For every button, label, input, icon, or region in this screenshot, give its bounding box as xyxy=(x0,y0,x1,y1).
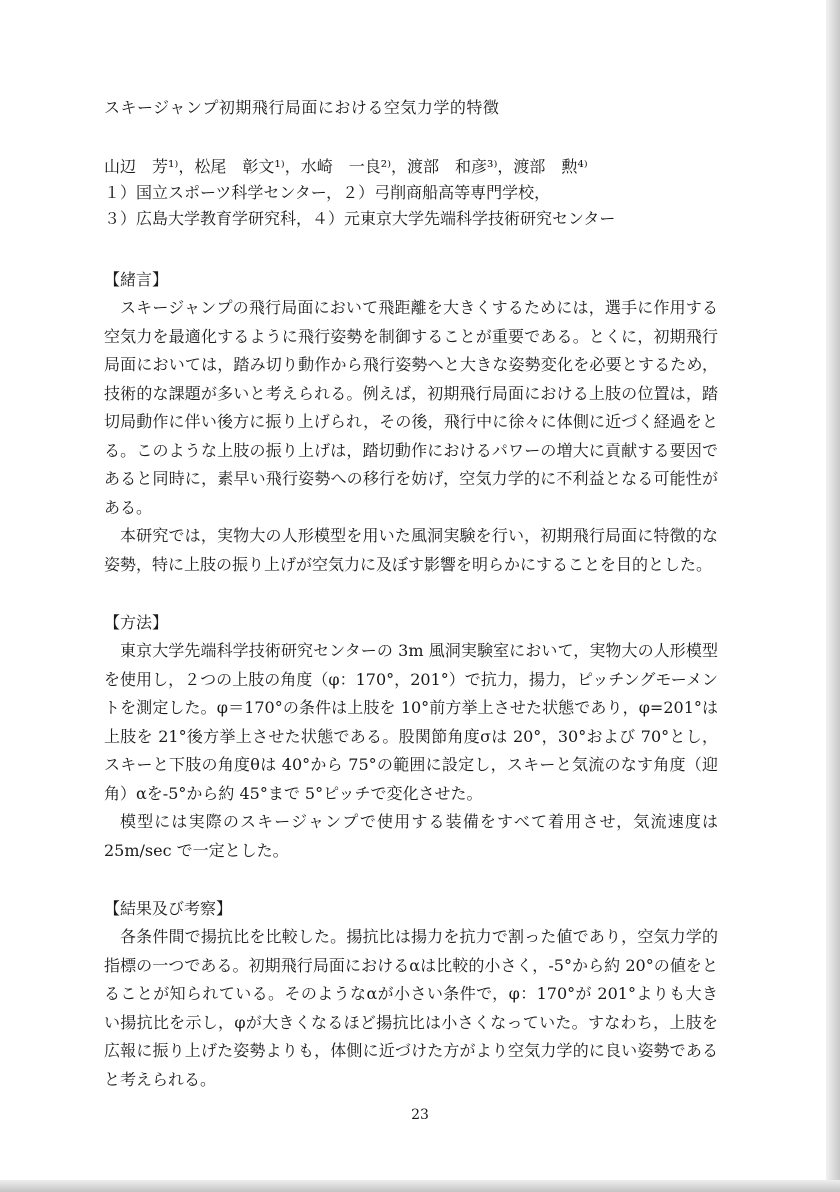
affiliation-line: １）国立スポーツ科学センター，２）弓削商船高等専門学校， xyxy=(104,183,551,202)
section-heading: 【緒言】 xyxy=(104,270,169,289)
affiliation-line: ３）広島大学教育学研究科，４）元東京大学先端科学技術研究センター xyxy=(104,209,616,228)
section-methods xyxy=(104,609,718,865)
section-results-discussion xyxy=(104,895,718,1094)
paragraph: スキージャンプの飛行局面において飛距離を大きくするためには，選手に作用する空気力を最適化するように飛行姿勢を制御することが重要である。とくに，初期飛行局面においては，踏み切り動作から飛行姿勢へと大きな姿勢変化を必要とするため，技術的な課題が多いと考えられる。例えば，初期飛行局面における上肢の位置は，踏切局動作に伴い後方に振り上げられ，その後，飛行中に徐々に体側に近づく経過をとる。このような上肢の振り上げは，踏切動作におけるパワーの増大に貢献する要因であると同時に，素早い飛行姿勢への移行を妨げ，空気力学的に不利益となる可能性がある。 xyxy=(104,298,718,517)
paragraph: 模型には実際のスキージャンプで使用する装備をすべて着用させ，気流速度は 25m/sec で一定とした。 xyxy=(104,812,718,860)
scan-shadow-bottom xyxy=(0,1180,840,1192)
author-list: 山辺 芳¹⁾，松尾 彰文¹⁾，水崎 一良²⁾，渡部 和彦³⁾，渡部 勲⁴⁾ xyxy=(104,157,588,176)
section-introduction xyxy=(104,266,718,579)
affiliations xyxy=(104,180,718,232)
document-page xyxy=(104,96,718,1094)
paragraph: 東京大学先端科学技術研究センターの 3m 風洞実験室において，実物大の人形模型を使用し，２つの上肢の角度（φ：170°，201°）で抗力，揚力，ピッチングモーメントを測定した。φ＝170°の条件は上肢を 10°前方挙上させた状態であり，φ=201°は上肢を 21°後方挙上させた状態である。股関節角度σは 20°，30°および 70°とし，スキーと下肢の角度θは 40°から 75°の範囲に設定し，スキーと気流のなす角度（迎角）αを-5°から約 45°まで 5°ピッチで変化させた。 xyxy=(104,641,718,803)
paragraph: 本研究では，実物大の人形模型を用いた風洞実験を行い，初期飛行局面に特徴的な姿勢，特に上肢の振り上げが空気力に及ぼす影響を明らかにすることを目的とした。 xyxy=(104,526,718,574)
paragraph: 各条件間で揚抗比を比較した。揚抗比は揚力を抗力で割った値であり，空気力学的指標の一つである。初期飛行局面におけるαは比較的小さく，-5°から約 20°の値をとることが知られている。そのようなαが小さい条件で，φ：170°が 201°よりも大きい揚抗比を示し，φが大きくなるほど揚抗比は小さくなっていた。すなわち，上肢を広報に振り上げた姿勢よりも，体側に近づけた方がより空気力学的に良い姿勢であると考えられる。 xyxy=(104,927,718,1089)
scan-shadow-right xyxy=(826,0,840,1192)
section-heading: 【結果及び考察】 xyxy=(104,899,233,918)
section-heading: 【方法】 xyxy=(104,613,169,632)
paper-title: スキージャンプ初期飛行局面における空気力学的特徴 xyxy=(104,98,500,117)
page-number: 23 xyxy=(411,1107,429,1123)
